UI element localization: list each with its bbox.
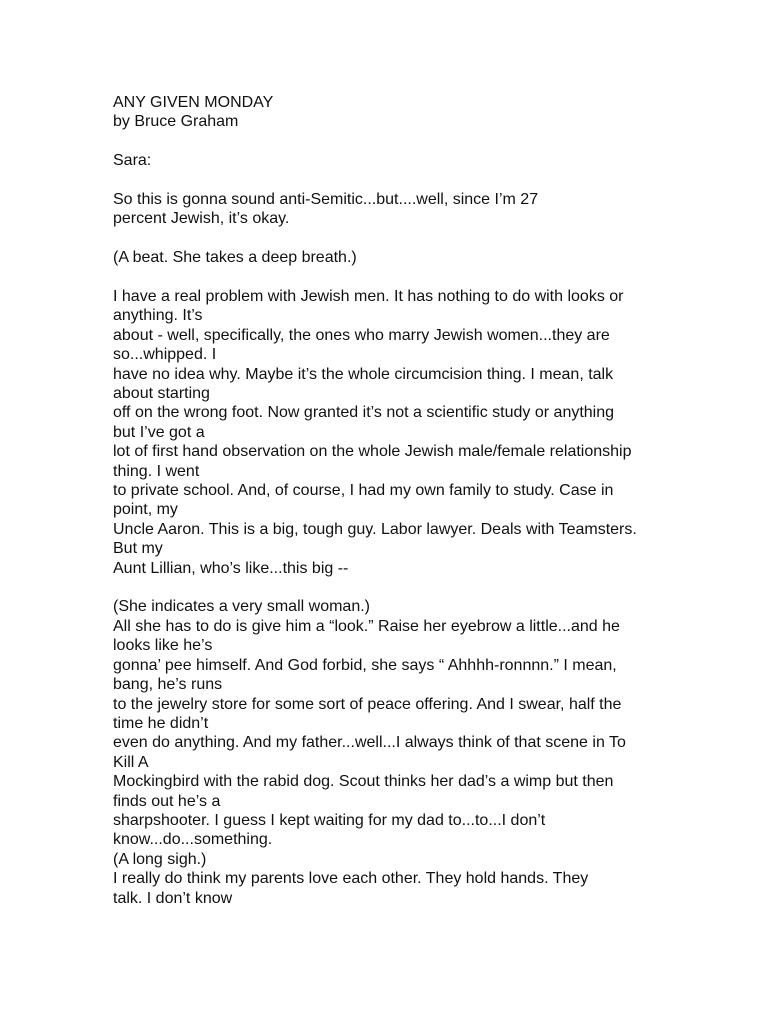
- monologue-line: So this is gonna sound anti-Semitic...but....well, since I’m 27: [113, 191, 539, 208]
- monologue-line: But my: [113, 540, 163, 558]
- monologue-line: All she has to do is give him a “look.” Raise her eyebrow a little...and he: [113, 617, 620, 635]
- monologue-line: Kill A: [113, 753, 149, 771]
- spacer: [113, 132, 673, 151]
- monologue-line: percent Jewish, it’s okay.: [113, 210, 290, 228]
- monologue-text: [113, 190, 673, 908]
- play-title: ANY GIVEN MONDAY: [113, 94, 274, 111]
- play-byline: by Bruce Graham: [113, 113, 239, 131]
- monologue-line: about starting: [113, 385, 210, 403]
- monologue-line: lot of first hand observation on the whole Jewish male/female relationship: [113, 443, 632, 461]
- monologue-line: but I’ve got a: [113, 423, 205, 441]
- monologue-line: to the jewelry store for some sort of peace offering. And I swear, half the: [113, 695, 622, 713]
- monologue-line: have no idea why. Maybe it’s the whole circumcision thing. I mean, talk: [113, 365, 614, 383]
- monologue-line: to private school. And, of course, I had my own family to study. Case in: [113, 482, 614, 500]
- monologue-line: point, my: [113, 501, 178, 519]
- document-body: [113, 93, 673, 908]
- monologue-line: (A long sigh.): [113, 850, 207, 868]
- monologue-line: know...do...something.: [113, 831, 273, 849]
- monologue-line: sharpshooter. I guess I kept waiting for my dad to...to...I don’t: [113, 811, 546, 829]
- monologue-line: bang, he’s runs: [113, 676, 223, 694]
- monologue-line: I have a real problem with Jewish men. It has nothing to do with looks or: [113, 288, 624, 305]
- monologue-line: thing. I went: [113, 462, 200, 480]
- monologue-line: finds out he’s a: [113, 792, 221, 810]
- speaker-name: Sara:: [113, 152, 152, 170]
- spacer: [113, 229, 673, 248]
- spacer: [113, 268, 673, 287]
- monologue-line: even do anything. And my father...well...I always think of that scene in To: [113, 734, 626, 752]
- monologue-line: I really do think my parents love each other. They hold hands. They: [113, 870, 589, 888]
- monologue-line: so...whipped. I: [113, 346, 217, 364]
- monologue-line: off on the wrong foot. Now granted it’s not a scientific study or anything: [113, 404, 615, 422]
- monologue-line: (She indicates a very small woman.): [113, 598, 370, 616]
- spacer: [113, 578, 673, 597]
- monologue-line: anything. It’s: [113, 307, 203, 325]
- monologue-line: Aunt Lillian, who’s like...this big --: [113, 559, 349, 577]
- monologue-line: talk. I don’t know: [113, 889, 233, 907]
- monologue-line: gonna’ pee himself. And God forbid, she says “ Ahhhh-ronnnn.” I mean,: [113, 656, 617, 674]
- monologue-line: looks like he’s: [113, 637, 213, 655]
- monologue-line: about - well, specifically, the ones who marry Jewish women...they are: [113, 326, 610, 344]
- monologue-line: Uncle Aaron. This is a big, tough guy. Labor lawyer. Deals with Teamsters.: [113, 520, 637, 538]
- monologue-line: Mockingbird with the rabid dog. Scout thinks her dad’s a wimp but then: [113, 773, 614, 791]
- monologue-line: (A beat. She takes a deep breath.): [113, 249, 357, 267]
- monologue-line: time he didn’t: [113, 714, 209, 732]
- spacer: [113, 171, 673, 190]
